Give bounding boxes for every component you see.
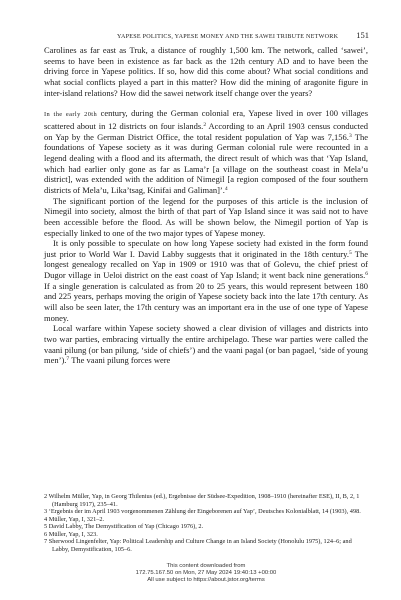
paragraph: Local warfare within Yapese society showed a clear division of villages and districts into two war parties, embracing virtually the entire archipelago. These war parties were called the vaani pilung (or ban pilung, ‘side of chiefs’) and the vaani pagal (or ban pagael, ‘side of young men’).$^7$ The vaani pilung forces were (44, 323, 368, 366)
footnote: 6 Müller, Yap, I, 323. (44, 530, 98, 538)
download-notice-line: 172.75.167.50 on Mon, 27 May 2024 19:40:13 +00:00 (135, 570, 277, 577)
footnote: 7 Sherwood Lingenfelter, Yap: Political Leadership and Culture Change in an Island Society (Honolulu 1975), 124–6; and Labby, Demystification, 105–6. (44, 538, 352, 553)
download-notice-line: This content downloaded from (166, 563, 246, 569)
footnote-ref[interactable]: 2 (203, 121, 207, 128)
footnote: 4 Müller, Yap, I, 321–2. (44, 515, 105, 523)
paragraph: It is only possible to speculate on how long Yapese society had existed in the form found just prior to World War I. David Labby suggests that it originated in the 18th century.$^5$ The longest genealogy recalled on Yap in 1909 or 1910 was that of Golevu, the chief priest of Dugor village in Ueloi district on the east coast of Yap Island; it went back nine generations.$^6$ If a single generation is calculated as from 20 to 25 years, this would represent between 180 and 225 years, perhaps moving the origin of Yapese society back into the late 17th century. As will also be seen later, the 17th century was an important era in the use of one type of Yapese money. (44, 238, 368, 323)
running-head-title: YAPESE POLITICS, YAPESE MONEY AND THE SAWEI TRIBUTE NETWORK (116, 34, 339, 40)
footnote-ref[interactable]: 6 (365, 271, 368, 278)
footnote-ref[interactable]: 7 (66, 356, 70, 363)
download-notice (44, 563, 368, 585)
footnotes (44, 493, 368, 553)
paragraph: The significant portion of the legend for the purposes of this article is the inclusion of Nimegil into society, almost the birth of that part of Yap Island since it was said not to have been accessible before the flood. As will be shown below, the Nimegil portion of Yap is especially linked to one of the two major types of Yapese money. (44, 195, 368, 238)
paragraph: Carolines as far east as Truk, a distance of roughly 1,500 km. The network, called ‘sawei’, seems to have been in existence as far back as the 12th century AD and to have been the driving force in Yapese politics. If so, how did this come about? What social conditions and what social conflicts played a part in this matter? How did the mining of aragonite figure in inter-island relations? How did the sawei network itself change over the years? (44, 45, 368, 98)
running-head (44, 30, 369, 40)
page-number: 151 (356, 30, 369, 40)
section-paragraph: In the early 20th century, during the German colonial era, Yapese lived in over 100 villages scattered about in 12 districts on four islands.$^2$ According to an April 1903 census conducted on Yap by the German District Office, the total resident population of Yap was 7,156.$^3$ The foundations of Yapese society as it was during German colonial rule were recounted in a legend dealing with a flood and its aftermath, the direct result of which was that ‘Yap Island, which had earlier only gone as far as Lama’r [a village on the southeast coast in Mela’u district], was extended with the addition of Nimegil [a region composed of the four southern districts of Mela’u, Lika’tsag, Kinifai and Galiman]’.$^4$ (44, 108, 369, 195)
footnote: 3 ‘Ergebnis der im April 1903 vorgenommenen Zählung der Eingeborenen auf Yap’, Deutsches Kolonialblatt, 14 (1903), 498. (44, 508, 361, 516)
terms-link[interactable]: All use subject to https://about.jstor.org/terms (147, 577, 265, 584)
article-body (44, 45, 368, 366)
footnote: 5 David Labby, The Demystification of Yap (Chicago 1976), 2. (44, 523, 204, 531)
footnote-ref[interactable]: 3 (348, 132, 352, 139)
footnote-ref[interactable]: 5 (348, 249, 352, 256)
footnote-ref[interactable]: 4 (224, 185, 228, 192)
footnote: 2 Wilhelm Müller, Yap, in Georg Thilenius (ed.), Ergebnisse der Südsee-Expedition, 1908–1910 (hereinafter ESE), II, B, 2, 1 (Hamburg 1917), 235–41. (44, 493, 360, 508)
section-lead-smallcaps: In the early 20th (44, 111, 98, 119)
